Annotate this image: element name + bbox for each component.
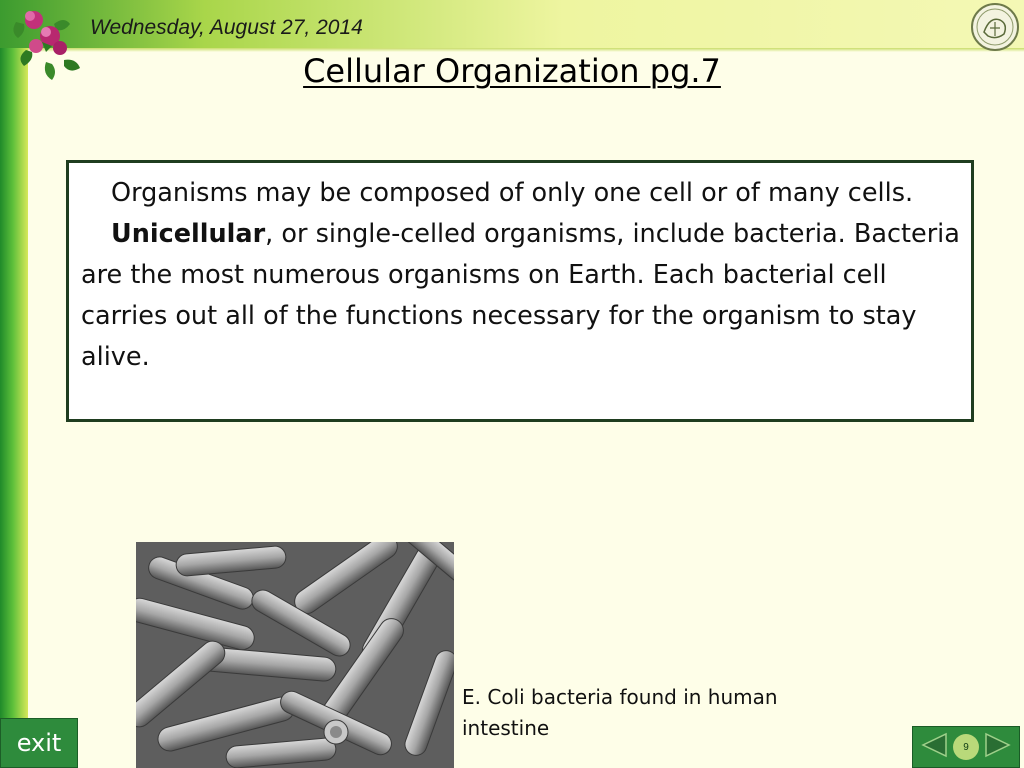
school-seal-icon bbox=[970, 2, 1020, 52]
ecoli-micrograph-image bbox=[136, 542, 454, 768]
exit-button[interactable]: exit bbox=[0, 718, 78, 768]
left-decorative-bar bbox=[0, 0, 28, 768]
triangle-right-icon bbox=[984, 732, 1012, 762]
content-text-box bbox=[66, 160, 974, 422]
next-slide-button[interactable] bbox=[983, 732, 1013, 762]
slide-navigation bbox=[912, 726, 1020, 768]
paragraph-organisms: Organisms may be composed of only one cell or of many cells. bbox=[111, 178, 914, 208]
term-unicellular: Unicellular bbox=[111, 219, 266, 249]
slide-date: Wednesday, August 27, 2014 bbox=[90, 16, 363, 39]
paragraph-unicellular-text: , or single-celled organisms, include bacteria. Bacteria are the most numerous organisms on Earth. Each bacterial cell carries out all of the functions necessary for the organism to stay alive. bbox=[81, 219, 960, 372]
previous-slide-button[interactable] bbox=[919, 732, 949, 762]
slide-title bbox=[0, 52, 1024, 90]
slide-title-text: Cellular Organization pg.7 bbox=[303, 52, 721, 90]
page-number: 9 bbox=[953, 734, 979, 760]
triangle-left-icon bbox=[920, 732, 948, 762]
image-caption: E. Coli bacteria found in human intestine bbox=[462, 685, 778, 740]
paragraph-unicellular bbox=[81, 214, 961, 378]
